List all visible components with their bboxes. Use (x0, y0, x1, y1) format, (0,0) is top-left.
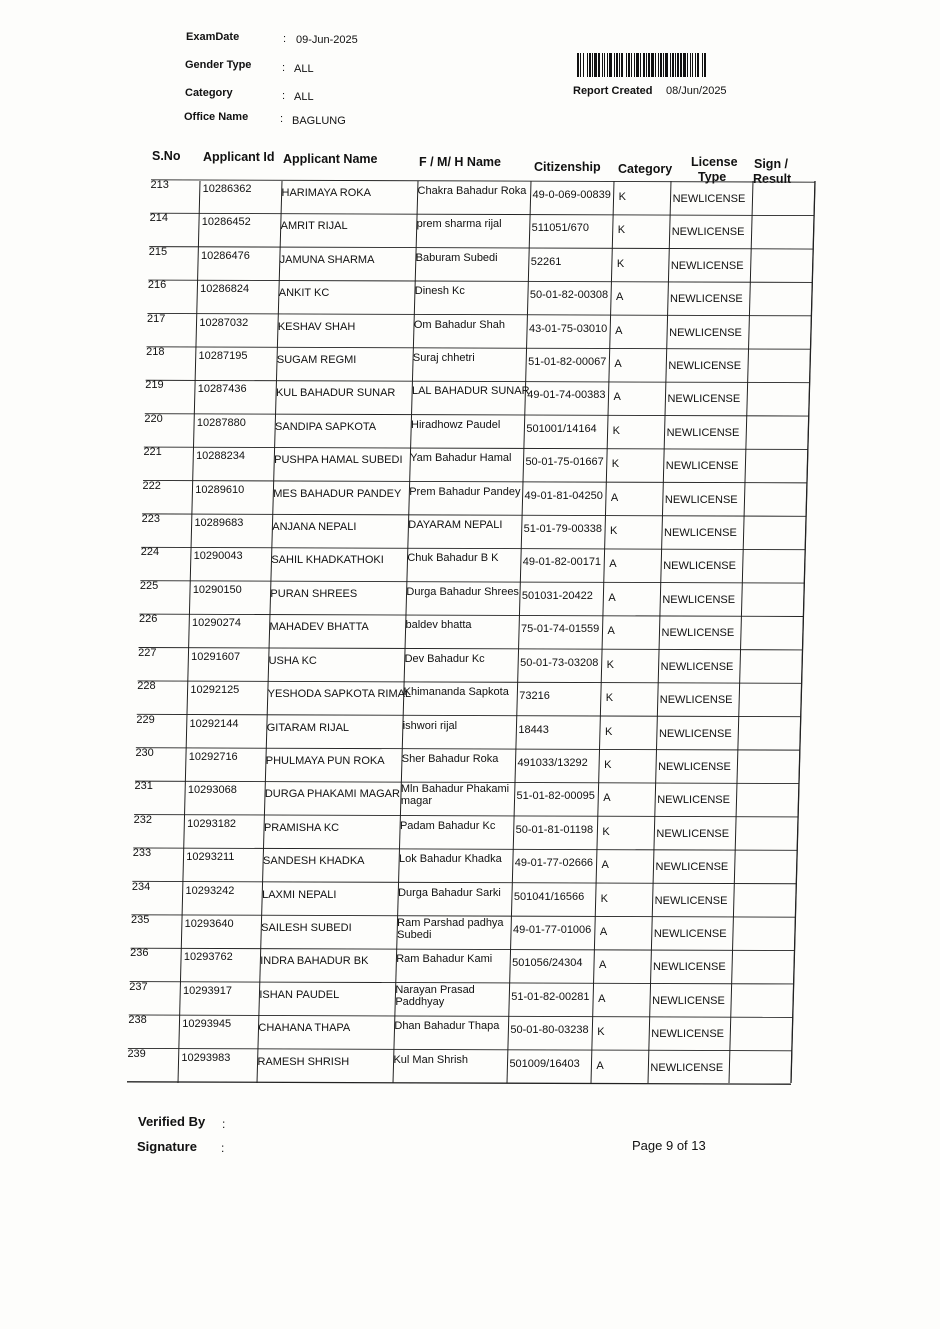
grid-line (132, 881, 796, 883)
colon: : (280, 113, 284, 125)
cell-applicant-id: 10292716 (188, 750, 238, 763)
cell-citizenship: 49-01-82-00171 (522, 556, 602, 569)
report-created-label: Report Created (573, 85, 653, 97)
cell-fmh-name: Narayan Prasad Paddhyay (395, 983, 475, 1008)
cell-license-type: NEWLICENSE (664, 527, 737, 540)
cell-applicant-id: 10286452 (201, 216, 251, 229)
colon: : (222, 1117, 226, 1131)
cell-license-type: NEWLICENSE (668, 360, 742, 373)
cell-sno: 237 (129, 980, 148, 993)
category-value: ALL (294, 91, 314, 103)
grid-line (150, 213, 814, 215)
grid-line (137, 714, 801, 716)
cell-sno: 238 (128, 1014, 147, 1027)
cell-sno: 225 (139, 579, 159, 592)
cell-applicant-id: 10289610 (195, 483, 245, 496)
cell-applicant-name: SUGAM REGMI (276, 354, 357, 367)
cell-license-type: NEWLICENSE (670, 259, 744, 272)
cell-sno: 222 (142, 479, 161, 492)
exam-date-label: ExamDate (186, 31, 240, 43)
cell-applicant-id: 10293917 (183, 984, 232, 997)
grid-line (129, 1015, 793, 1017)
cell-applicant-id: 10286824 (200, 283, 250, 296)
grid-line (128, 1048, 792, 1050)
cell-sno: 234 (131, 880, 151, 893)
cell-sno: 224 (140, 546, 160, 559)
cell-license-type: NEWLICENSE (662, 593, 736, 606)
cell-fmh-name: Sher Bahadur Roka (401, 752, 499, 765)
cell-category: K (604, 758, 612, 771)
cell-citizenship: 49-01-81-04250 (524, 489, 603, 502)
cell-fmh-name: Mln Bahadur Phakami magar (400, 783, 510, 808)
cell-sno: 217 (147, 312, 166, 325)
cell-citizenship: 18443 (518, 723, 549, 736)
cell-applicant-name: PURAN SHREES (270, 587, 358, 600)
cell-category: A (598, 959, 607, 972)
cell-category: K (605, 692, 614, 705)
cell-fmh-name: Yam Bahadur Hamal (410, 452, 512, 465)
cell-citizenship: 50-01-75-01667 (525, 456, 604, 469)
cell-applicant-name: DURGA PHAKAMI MAGAR (264, 788, 400, 801)
cell-citizenship: 49-01-74-00383 (527, 389, 606, 402)
cell-applicant-name: ANJANA NEPALI (272, 521, 357, 534)
cell-applicant-id: 10293640 (184, 917, 234, 930)
grid-line (133, 848, 797, 850)
cell-applicant-name: HARIMAYA ROKA (281, 187, 371, 199)
cell-citizenship: 51-01-82-00067 (528, 356, 607, 369)
grid-line (147, 347, 811, 349)
cell-applicant-id: 10293182 (187, 817, 237, 830)
cell-fmh-name: Ram Bahadur Kami (396, 953, 493, 966)
cell-applicant-name: YESHODA SAPKOTA RIMAL (267, 688, 412, 701)
cell-sno: 235 (131, 913, 150, 926)
cell-applicant-id: 10291607 (191, 650, 241, 663)
col-applicant-name: Applicant Name (283, 152, 378, 166)
cell-sno: 223 (141, 513, 161, 526)
col-license-type-1: License (691, 155, 738, 169)
cell-category: K (602, 825, 610, 838)
grid-line (148, 280, 812, 282)
cell-applicant-name: MES BAHADUR PANDEY (273, 487, 402, 500)
exam-date-value: 09-Jun-2025 (296, 34, 358, 46)
cell-sno: 231 (134, 780, 153, 793)
cell-category: A (599, 925, 608, 938)
cell-applicant-id: 10287880 (196, 416, 246, 429)
cell-sno: 216 (147, 279, 167, 292)
verified-by-label: Verified By (138, 1114, 206, 1129)
colon: : (282, 90, 286, 102)
cell-citizenship: 49-0-069-00839 (532, 189, 611, 201)
cell-citizenship: 49-01-77-02666 (514, 857, 594, 870)
cell-applicant-id: 10287195 (198, 350, 248, 363)
cell-applicant-id: 10287032 (199, 316, 249, 329)
grid-line (393, 181, 418, 1083)
cell-fmh-name: LAL BAHADUR SUNAR (411, 385, 530, 398)
cell-applicant-id: 10293983 (181, 1051, 231, 1064)
cell-category: A (598, 992, 606, 1005)
cell-citizenship: 501009/16403 (509, 1057, 580, 1070)
cell-citizenship: 50-01-81-01198 (515, 823, 594, 836)
cell-category: A (613, 391, 621, 404)
cell-applicant-id: 10293762 (183, 951, 233, 964)
col-citizenship: Citizenship (534, 160, 601, 174)
cell-applicant-id: 10292125 (190, 684, 240, 697)
cell-sno: 221 (143, 446, 162, 459)
cell-applicant-id: 10293068 (187, 784, 237, 797)
grid-line (139, 614, 803, 616)
cell-category: A (607, 625, 615, 638)
cell-citizenship: 49-01-77-01006 (513, 923, 592, 936)
cell-applicant-id: 10288234 (196, 450, 246, 463)
grid-line (151, 180, 815, 182)
cell-citizenship: 51-01-82-00281 (511, 990, 590, 1003)
cell-category: K (604, 725, 613, 738)
cell-applicant-name: JAMUNA SHARMA (279, 253, 375, 266)
grid-line (146, 380, 810, 382)
cell-category: A (608, 591, 616, 604)
cell-category: A (615, 324, 623, 337)
cell-applicant-name: GITARAM RIJAL (266, 721, 350, 734)
cell-license-type: NEWLICENSE (652, 961, 726, 974)
cell-license-type: NEWLICENSE (654, 894, 728, 907)
cell-license-type: NEWLICENSE (669, 326, 742, 339)
cell-applicant-id: 10293242 (185, 884, 235, 897)
col-sno: S.No (152, 149, 181, 163)
cell-applicant-name: SAHIL KHADKATHOKI (271, 554, 384, 567)
cell-category: K (606, 658, 614, 671)
cell-applicant-id: 10293945 (182, 1018, 232, 1031)
col-applicant-id: Applicant Id (203, 150, 275, 164)
cell-license-type: NEWLICENSE (666, 426, 740, 439)
cell-fmh-name: Suraj chhetri (412, 352, 475, 365)
cell-category: K (616, 257, 625, 270)
cell-fmh-name: Durga Bahadur Shrees (406, 585, 519, 598)
cell-sno: 213 (150, 179, 169, 191)
cell-sno: 229 (136, 713, 155, 726)
cell-category: A (610, 491, 619, 504)
cell-applicant-name: LAXMI NEPALI (262, 888, 337, 901)
cell-applicant-id: 10293211 (186, 851, 235, 864)
cell-license-type: NEWLICENSE (659, 694, 733, 707)
cell-citizenship: 50-01-82-00308 (529, 289, 609, 302)
cell-fmh-name: Kul Man Shrish (393, 1053, 469, 1066)
grid-line (142, 514, 806, 516)
cell-fmh-name: Durga Bahadur Sarki (398, 886, 501, 899)
cell-citizenship: 501001/14164 (526, 422, 597, 435)
cell-category: A (601, 859, 609, 872)
grid-line (147, 313, 811, 315)
cell-applicant-name: CHAHANA THAPA (258, 1022, 351, 1035)
cell-fmh-name: Chakra Bahadur Roka (417, 185, 527, 197)
col-fmh-name: F / M/ H Name (419, 155, 501, 169)
cell-fmh-name: DAYARAM NEPALI (408, 519, 503, 532)
cell-applicant-name: SAILESH SUBEDI (261, 921, 352, 934)
grid-line (134, 815, 798, 817)
cell-citizenship: 501031-20422 (521, 589, 593, 602)
cell-license-type: NEWLICENSE (667, 393, 741, 406)
cell-citizenship: 491033/13292 (517, 756, 588, 769)
cell-sno: 227 (138, 646, 157, 659)
cell-applicant-name: PHULMAYA PUN ROKA (265, 754, 385, 767)
report-created-value: 08/Jun/2025 (666, 85, 727, 97)
gender-type-value: ALL (294, 63, 314, 75)
cell-sno: 233 (132, 847, 152, 860)
cell-license-type: NEWLICENSE (653, 927, 727, 940)
cell-sno: 226 (139, 613, 158, 626)
cell-license-type: NEWLICENSE (665, 460, 739, 473)
cell-citizenship: 50-01-73-03208 (520, 656, 599, 669)
cell-applicant-id: 10289683 (194, 517, 244, 530)
cell-fmh-name: Dev Bahadur Kc (404, 652, 485, 665)
cell-license-type: NEWLICENSE (672, 193, 746, 205)
cell-fmh-name: Hiradhowz Paudel (411, 418, 501, 431)
cell-sno: 220 (144, 412, 163, 425)
cell-applicant-name: SANDIPA SAPKOTA (275, 420, 377, 433)
cell-category: K (611, 458, 620, 471)
col-sign-1: Sign / (754, 157, 789, 171)
cell-license-type: NEWLICENSE (656, 827, 730, 840)
cell-citizenship: 73216 (519, 690, 550, 703)
col-sign-result-2: Result (753, 172, 792, 186)
cell-license-type: NEWLICENSE (671, 226, 745, 239)
cell-license-type: NEWLICENSE (658, 760, 731, 773)
cell-category: A (609, 558, 617, 571)
cell-fmh-name: prem sharma rijal (416, 218, 502, 231)
cell-sno: 232 (133, 813, 153, 826)
cell-citizenship: 52261 (530, 255, 562, 268)
cell-license-type: NEWLICENSE (652, 994, 725, 1007)
cell-applicant-name: MAHADEV BHATTA (269, 621, 369, 634)
cell-license-type: NEWLICENSE (664, 493, 738, 506)
cell-applicant-id: 10287436 (197, 383, 247, 396)
cell-fmh-name: Ram Parshad padhya Subedi (397, 916, 504, 941)
cell-citizenship: 75-01-74-01559 (521, 623, 600, 636)
grid-line (140, 581, 804, 583)
cell-citizenship: 51-01-82-00095 (516, 790, 595, 803)
colon: : (221, 1141, 225, 1155)
page-number: Page 9 of 13 (632, 1138, 706, 1153)
cell-fmh-name: Khimananda Sapkota (403, 686, 509, 699)
cell-fmh-name: Prem Bahadur Pandey (409, 485, 521, 498)
col-license-type-2: Type (698, 170, 727, 184)
office-name-value: BAGLUNG (292, 115, 346, 127)
cell-sno: 236 (130, 947, 149, 960)
col-category: Category (618, 162, 673, 176)
cell-license-type: NEWLICENSE (658, 727, 732, 740)
cell-category: A (603, 792, 611, 805)
cell-applicant-name: PUSHPA HAMAL SUBEDI (274, 454, 403, 467)
cell-category: K (618, 191, 626, 203)
cell-applicant-id: 10290274 (192, 617, 241, 630)
cell-applicant-id: 10292144 (189, 717, 239, 730)
cell-category: A (616, 291, 624, 304)
cell-citizenship: 43-01-75-03010 (529, 322, 608, 335)
cell-sno: 230 (135, 746, 154, 759)
gender-type-label: Gender Type (185, 59, 252, 71)
cell-license-type: NEWLICENSE (650, 1061, 724, 1074)
cell-sno: 228 (137, 680, 156, 693)
cell-fmh-name: Chuk Bahadur B K (407, 552, 499, 565)
cell-license-type: NEWLICENSE (660, 660, 734, 673)
grid-line (145, 414, 809, 416)
grid-line (149, 247, 813, 249)
cell-license-type: NEWLICENSE (651, 1028, 725, 1041)
cell-citizenship: 501056/24304 (512, 957, 583, 970)
grid-line (144, 447, 808, 449)
cell-applicant-id: 10286476 (200, 249, 250, 262)
cell-license-type: NEWLICENSE (663, 560, 736, 573)
grid-line (143, 480, 807, 482)
cell-fmh-name: Lok Bahadur Khadka (399, 853, 502, 866)
cell-sno: 239 (127, 1047, 146, 1060)
cell-citizenship: 50-01-80-03238 (510, 1024, 589, 1037)
cell-category: K (612, 424, 620, 437)
office-name-label: Office Name (184, 111, 249, 123)
grid-line (141, 547, 805, 549)
cell-category: A (614, 358, 622, 371)
cell-fmh-name: baldev bhatta (405, 619, 472, 632)
grid-line (131, 948, 795, 950)
cell-sno: 215 (148, 245, 168, 258)
cell-fmh-name: ishwori rijal (402, 719, 458, 732)
cell-applicant-name: RAMESH SHRISH (257, 1055, 350, 1068)
cell-applicant-name: PRAMISHA KC (263, 821, 340, 834)
cell-applicant-id: 10286362 (202, 183, 252, 195)
cell-license-type: NEWLICENSE (670, 293, 743, 306)
cell-applicant-name: ANKIT KC (278, 287, 330, 300)
cell-fmh-name: Dhan Bahadur Thapa (394, 1020, 500, 1033)
cell-applicant-id: 10290043 (193, 550, 243, 563)
cell-applicant-name: KESHAV SHAH (277, 320, 356, 333)
grid-line (136, 748, 800, 750)
cell-sno: 218 (146, 346, 165, 359)
signature-label: Signature (137, 1139, 197, 1154)
grid-line (127, 1082, 791, 1084)
cell-fmh-name: Om Bahadur Shah (413, 318, 505, 331)
cell-applicant-name: USHA KC (268, 654, 317, 667)
grid-line (138, 681, 802, 683)
cell-applicant-name: INDRA BAHADUR BK (260, 955, 369, 968)
cell-category: A (596, 1059, 604, 1072)
cell-applicant-name: SANDESH KHADKA (263, 855, 365, 868)
cell-citizenship: 511051/670 (531, 222, 589, 235)
grid-line (139, 648, 803, 650)
cell-fmh-name: Baburam Subedi (415, 251, 498, 264)
colon: : (283, 33, 287, 45)
cell-applicant-name: KUL BAHADUR SUNAR (275, 387, 396, 400)
cell-applicant-name: ISHAN PAUDEL (259, 988, 340, 1001)
cell-category: K (597, 1026, 605, 1039)
cell-applicant-name: AMRIT RIJAL (280, 220, 348, 233)
cell-license-type: NEWLICENSE (661, 627, 735, 640)
category-label: Category (185, 87, 233, 99)
grid-line (791, 181, 815, 1083)
cell-license-type: NEWLICENSE (655, 861, 729, 874)
cell-applicant-id: 10290150 (192, 583, 242, 596)
cell-category: K (617, 224, 626, 237)
colon: : (282, 62, 286, 74)
cell-fmh-name: Padam Bahadur Kc (399, 819, 496, 832)
cell-category: K (610, 525, 618, 538)
grid-line (178, 181, 200, 1083)
cell-citizenship: 51-01-79-00338 (523, 523, 602, 536)
cell-license-type: NEWLICENSE (657, 794, 730, 807)
cell-sno: 219 (145, 379, 164, 392)
cell-fmh-name: Dinesh Kc (414, 285, 465, 298)
cell-category: K (600, 892, 609, 905)
cell-sno: 214 (149, 212, 169, 225)
cell-citizenship: 501041/16566 (513, 890, 585, 903)
